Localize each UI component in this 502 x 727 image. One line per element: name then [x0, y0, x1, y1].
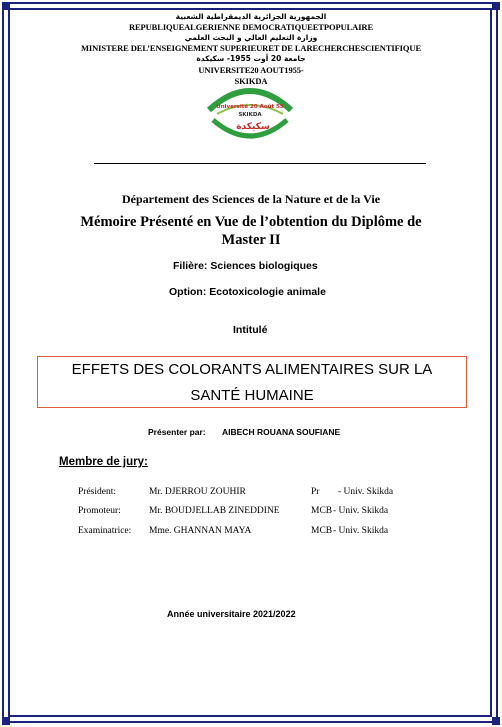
header-arabic-ministry: وزارة التعليم العالي و البحث العلمي [184, 33, 318, 42]
presenter-name: AIBECH ROUANA SOUFIANE [222, 427, 341, 437]
filiere-line: Filière: Sciences biologiques [173, 260, 318, 272]
border-corner [492, 2, 500, 10]
jury-row-grade: Pr [311, 487, 320, 497]
jury-row-affiliation: - Univ. Skikda [333, 526, 389, 536]
intitule-label: Intitulé [233, 324, 268, 336]
jury-row-role: Examinatrice: [78, 526, 132, 536]
academic-year: Année universitaire 2021/2022 [167, 609, 296, 619]
memoire-line-1: Mémoire Présenté en Vue de l’obtention du Diplôme de [80, 214, 422, 230]
header-republic: REPUBLIQUEALGERIENNE DEMOCRATIQUEETPOPULAIRE [128, 22, 374, 32]
department-heading: Département des Sciences de la Nature et de la Vie [121, 192, 381, 206]
thesis-title-line-2: SANTÉ HUMAINE [190, 387, 314, 404]
border-corner [2, 2, 10, 10]
jury-row-name: Mr. BOUDJELLAB ZINEDDINE [149, 506, 280, 516]
jury-heading: Membre de jury: [59, 456, 148, 468]
jury-row-role: Promoteur: [78, 506, 121, 516]
header-arabic-republic: الجمهورية الجزائرية الديمقراطية الشعبية [175, 12, 327, 21]
jury-row-role: Président: [78, 487, 116, 497]
logo-text-top: Université 20 Août 55 [216, 104, 284, 110]
header-divider [94, 163, 426, 164]
header-ministry: MINISTERE DEL’ENSEIGNEMENT SUPERIEURET DE LARECHERCHESCIENTIFIQUE [80, 43, 422, 53]
jury-row-name: Mr. DJERROU ZOUHIR [149, 487, 246, 497]
jury-row-grade: MCB [311, 506, 333, 516]
header-arabic-university: جامعة 20 أوت 1955- سكيكدة [196, 54, 306, 63]
header-university: UNIVERSITE20 AOUT1955- [198, 65, 304, 75]
memoire-line-2: Master II [221, 232, 281, 248]
jury-row-affiliation: - Univ. Skikda [333, 506, 389, 516]
option-line: Option: Ecotoxicologie animale [169, 286, 326, 298]
border-corner [492, 717, 500, 725]
jury-row-affiliation: - Univ. Skikda [338, 487, 394, 497]
thesis-title-line-1: EFFETS DES COLORANTS ALIMENTAIRES SUR LA [71, 361, 433, 378]
jury-row-name: Mme. GHANNAN MAYA [149, 526, 252, 536]
header-city: SKIKDA [234, 76, 268, 86]
jury-row-grade: MCB [311, 526, 333, 536]
logo-text-bottom: SKIKDA [238, 112, 262, 118]
university-logo [203, 80, 297, 144]
presenter-label: Présenter par: [148, 427, 206, 437]
border-corner [2, 717, 10, 725]
thesis-title-box [37, 356, 467, 408]
logo-text-arabic: سكيكدة [236, 122, 270, 132]
